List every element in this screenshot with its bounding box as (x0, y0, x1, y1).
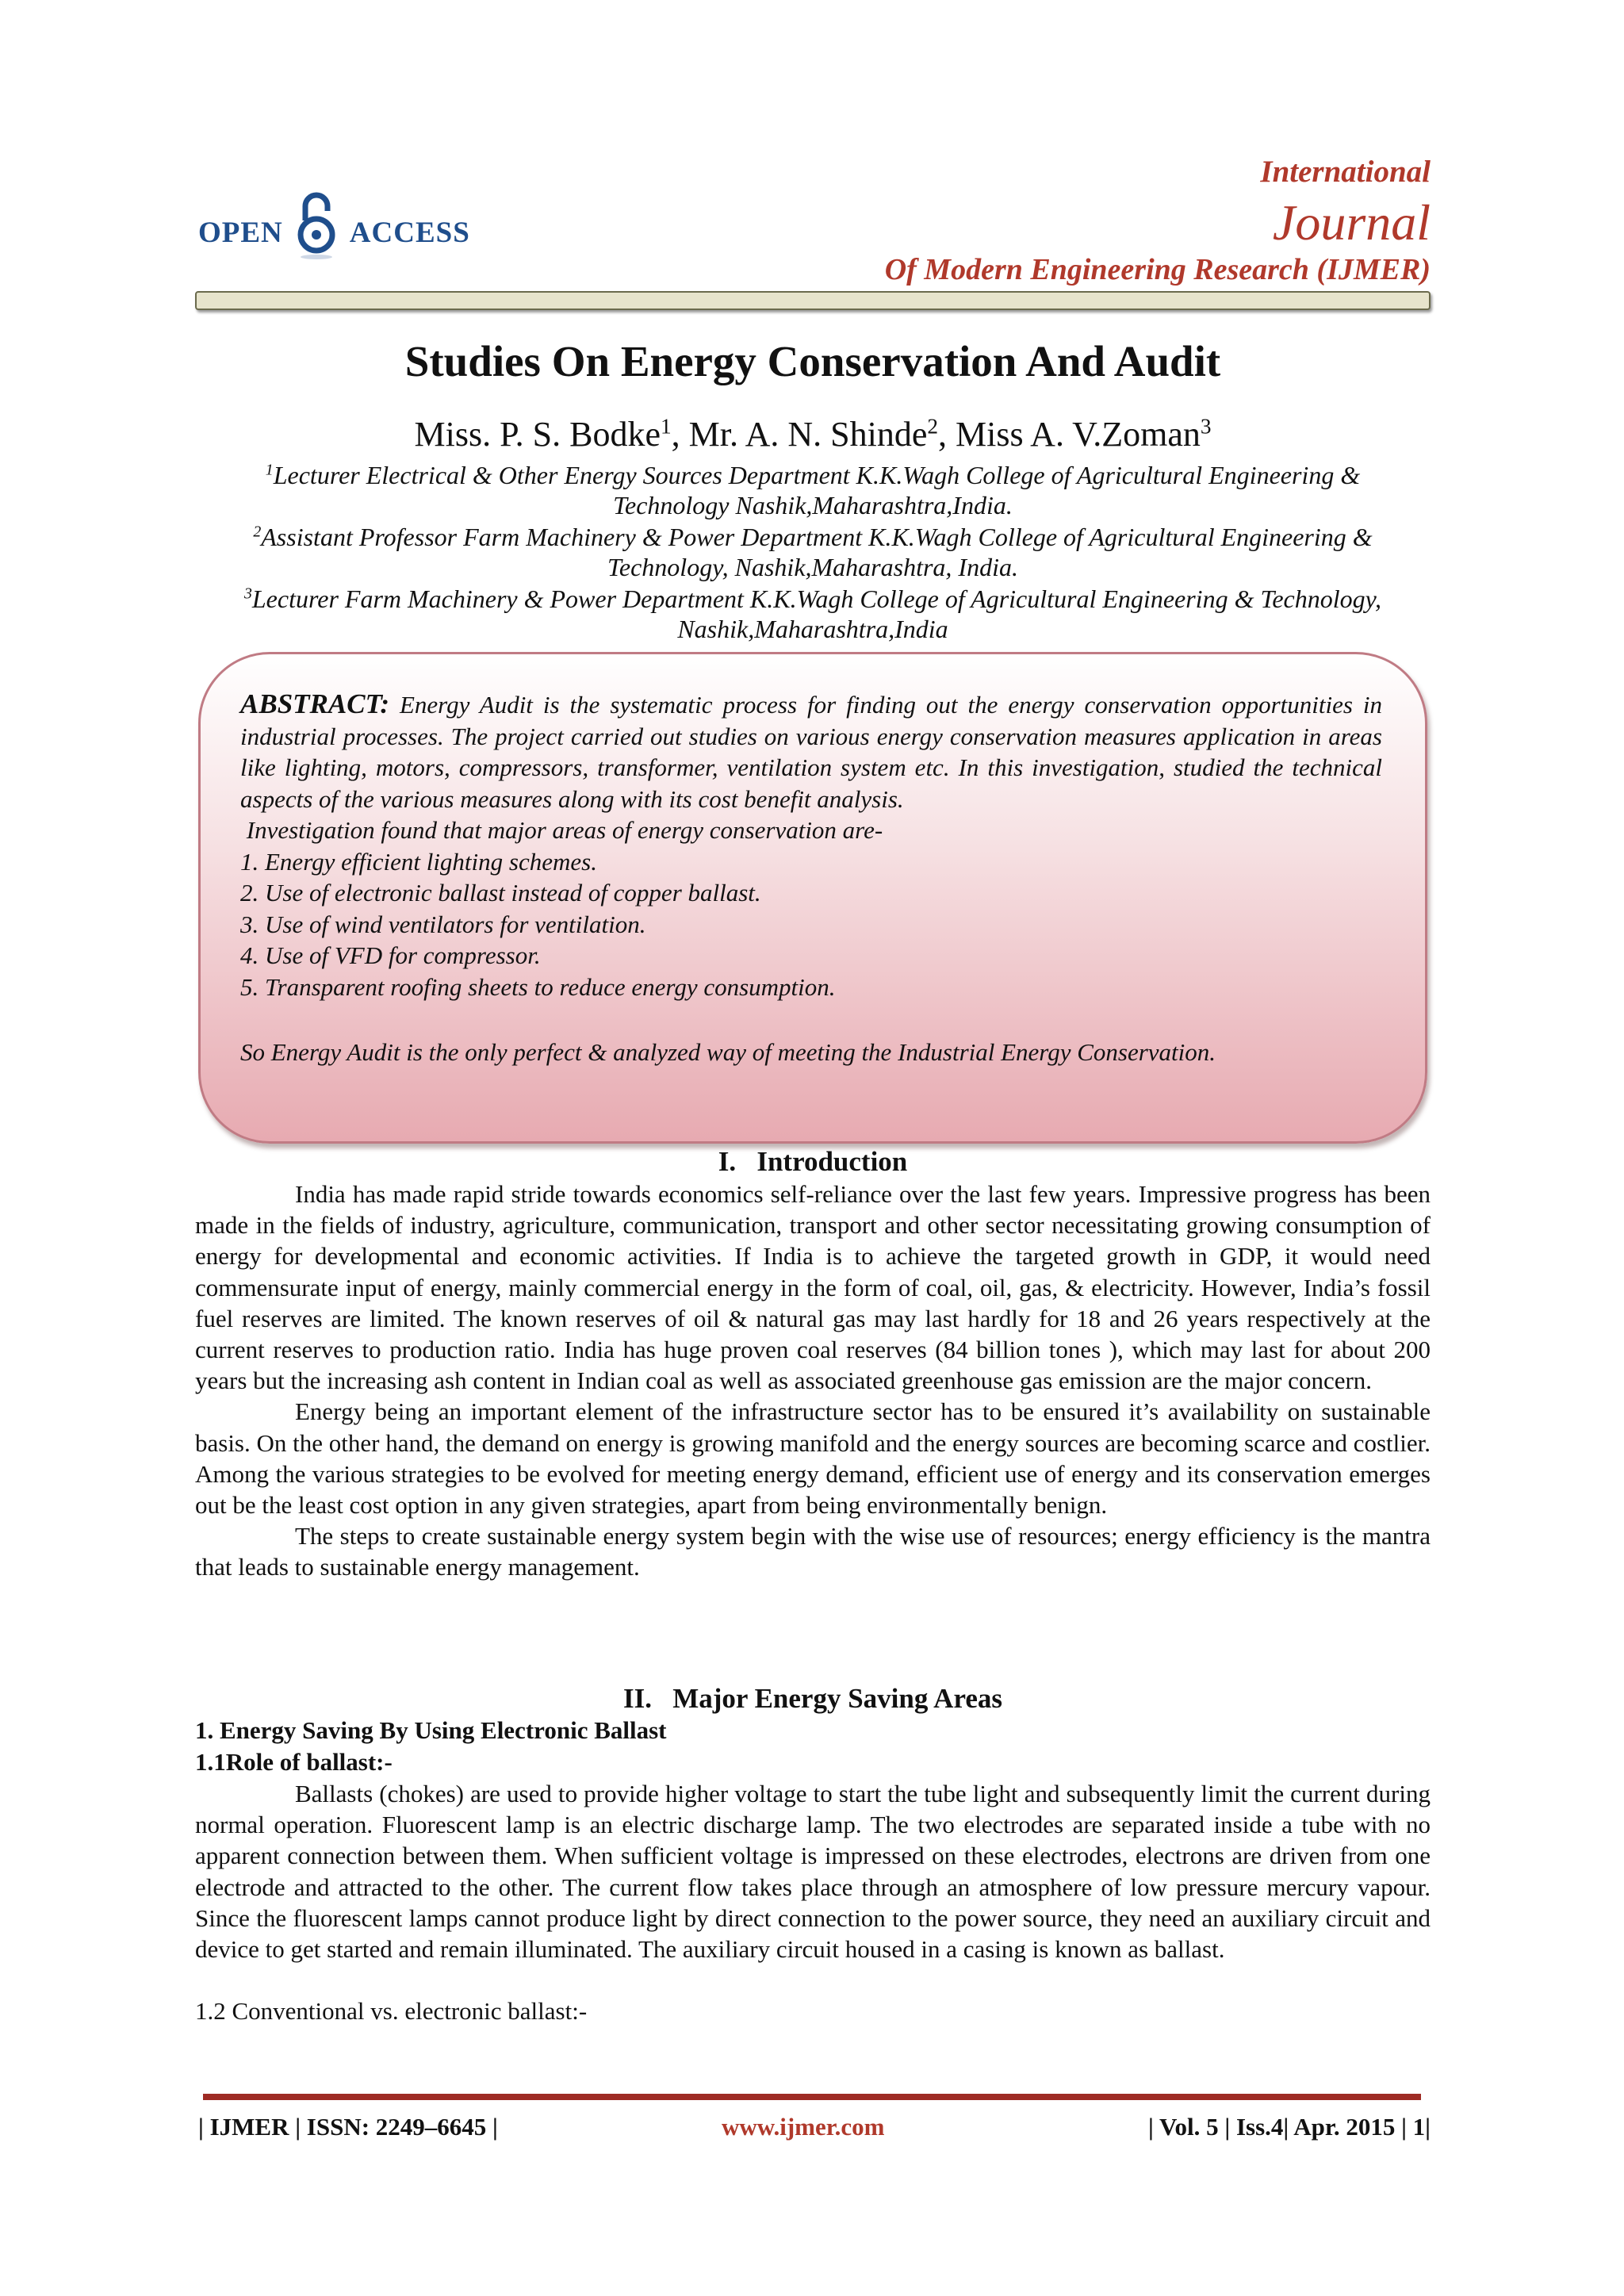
affiliation-2 (187, 522, 1438, 582)
affiliation-line: Technology, Nashik,Maharashtra, India. (607, 553, 1018, 581)
abstract-item: 1. Energy efficient lighting schemes. (240, 847, 597, 876)
open-access-word-access: ACCESS (349, 216, 470, 249)
affiliation-sup: 1 (265, 461, 274, 479)
paragraph: India has made rapid stride towards economics self-reliance over the last few years. Impressive progress has been made in the fields of industry, agriculture, communication, transport and other sector necessitating growing consumption of energy for developmental and economic activities. If India is to achieve the targeted growth in GDP, it would need commensurate input of energy, mainly commercial energy in the form of coal, oil, gas, & electricity. However, India’s fossil fuel reserves are limited. The known reserves of oil & natural gas may last hardly for 18 and 26 years respectively at the current reserves to production ratio. India has huge proven coal reserves (84 billion tones ), which may last for about 200 years but the increasing ash content in Indian coal as well as associated greenhouse gas emission are the major concern. (195, 1180, 1431, 1395)
footer-issn: | IJMER | ISSN: 2249–6645 | (198, 2113, 498, 2141)
author-name: Miss A. V.Zoman (956, 415, 1201, 454)
author-sup: 3 (1200, 414, 1212, 439)
abstract-conclusion: So Energy Audit is the only perfect & analyzed way of meeting the Industrial Energy Conservation. (240, 1038, 1216, 1066)
author-sup: 2 (927, 414, 938, 439)
affiliation-3 (187, 584, 1438, 644)
footer-volume-page: | Vol. 5 | Iss.4| Apr. 2015 | 1| (1147, 2113, 1431, 2141)
section-heading-introduction: I. Introduction (718, 1146, 908, 1177)
affiliation-line: Lecturer Electrical & Other Energy Sources Department K.K.Wagh College of Agricultural Engineering & (273, 461, 1361, 489)
abstract-label: ABSTRACT: (240, 688, 390, 719)
footer-divider-bar (203, 2094, 1421, 2100)
paragraph: Ballasts (chokes) are used to provide higher voltage to start the tube light and subsequently limit the current during normal operation. Fluorescent lamp is an electric discharge lamp. The two electrodes are separated inside a tube with no apparent connection between them. When sufficient voltage is impressed on these electrodes, electrons are driven from one electrode and attracted to the other. The current flow takes place through an atmosphere of low pressure mercury vapour. Since the fluorescent lamps cannot produce light by direct connection to the power source, they need an auxiliary circuit and device to get started and remain illuminated. The auxiliary circuit housed in a casing is known as ballast. (195, 1780, 1431, 1964)
abstract-item: 5. Transparent roofing sheets to reduce energy consumption. (240, 972, 836, 1001)
abstract-text (240, 688, 1382, 1068)
affiliation-sup: 3 (243, 585, 252, 603)
paper-title: Studies On Energy Conservation And Audit (404, 337, 1221, 385)
affiliation-line: Lecturer Farm Machinery & Power Department K.K.Wagh College of Agricultural Engineering & Technology, (251, 585, 1382, 613)
open-access-word-open: OPEN (198, 216, 283, 249)
paragraph: The steps to create sustainable energy system begin with the wise use of resources; energy efficiency is the mantra that leads to sustainable energy management. (195, 1522, 1431, 1581)
author-name: Mr. A. N. Shinde (688, 415, 928, 454)
introduction-body (195, 1179, 1431, 1583)
author-name: Miss. P. S. Bodke (414, 415, 661, 454)
abstract-item: 2. Use of electronic ballast instead of copper ballast. (240, 879, 761, 907)
journal-name-international: International (1260, 155, 1431, 189)
footer-website-link[interactable]: www.ijmer.com (722, 2113, 885, 2141)
affiliation-1 (187, 460, 1438, 520)
journal-name-subtitle: Of Modern Engineering Research (IJMER) (884, 253, 1431, 286)
subsection-heading-role-of-ballast: 1.1Role of ballast:- (195, 1748, 393, 1776)
subsection-heading-electronic-ballast: 1. Energy Saving By Using Electronic Ballast (195, 1716, 667, 1744)
affiliation-line: Assistant Professor Farm Machinery & Power Department K.K.Wagh College of Agricultural Engineering & (261, 523, 1373, 551)
header-divider-bar (195, 291, 1431, 310)
section-heading-major-energy-saving-areas: II. Major Energy Saving Areas (622, 1683, 1003, 1714)
abstract-body: Energy Audit is the systematic process for finding out the energy conservation opportunities in industrial processes. The project carried out studies on various energy conservation measures application in areas like lighting, motors, compressors, transformer, ventilation system etc. In this investigation, studied the technical aspects of the various measures along with its cost benefit analysis. (240, 691, 1383, 813)
author-sup: 1 (661, 414, 672, 439)
subsection-heading-conventional-vs-electronic: 1.2 Conventional vs. electronic ballast:- (195, 1997, 588, 2025)
open-access-logo (198, 197, 470, 268)
author-list: Miss. P. S. Bodke$^1$, Mr. A. N. Shinde$^2$, Miss A. V.Zoman$^3$ (414, 414, 1212, 454)
paragraph: Energy being an important element of the infrastructure sector has to be ensured it’s availability on sustainable basis. On the other hand, the demand on energy is growing manifold and the energy sources are becoming scarce and costlier. Among the various strategies to be evolved for meeting energy demand, efficient use of energy and its conservation emerges out be the least cost option in any given strategies, apart from being environmentally benign. (195, 1397, 1431, 1520)
abstract-item: 4. Use of VFD for compressor. (240, 941, 541, 969)
journal-name-journal: Journal (1272, 194, 1431, 251)
affiliation-line: Nashik,Maharashtra,India (677, 615, 948, 643)
ballast-body (195, 1778, 1431, 1964)
affiliation-sup: 2 (253, 523, 262, 541)
abstract-findings-intro: Investigation found that major areas of energy conservation are- (240, 816, 883, 844)
abstract-item: 3. Use of wind ventilators for ventilation. (240, 910, 646, 938)
affiliation-line: Technology Nashik,Maharashtra,India. (613, 491, 1013, 519)
open-lock-icon (294, 189, 339, 260)
